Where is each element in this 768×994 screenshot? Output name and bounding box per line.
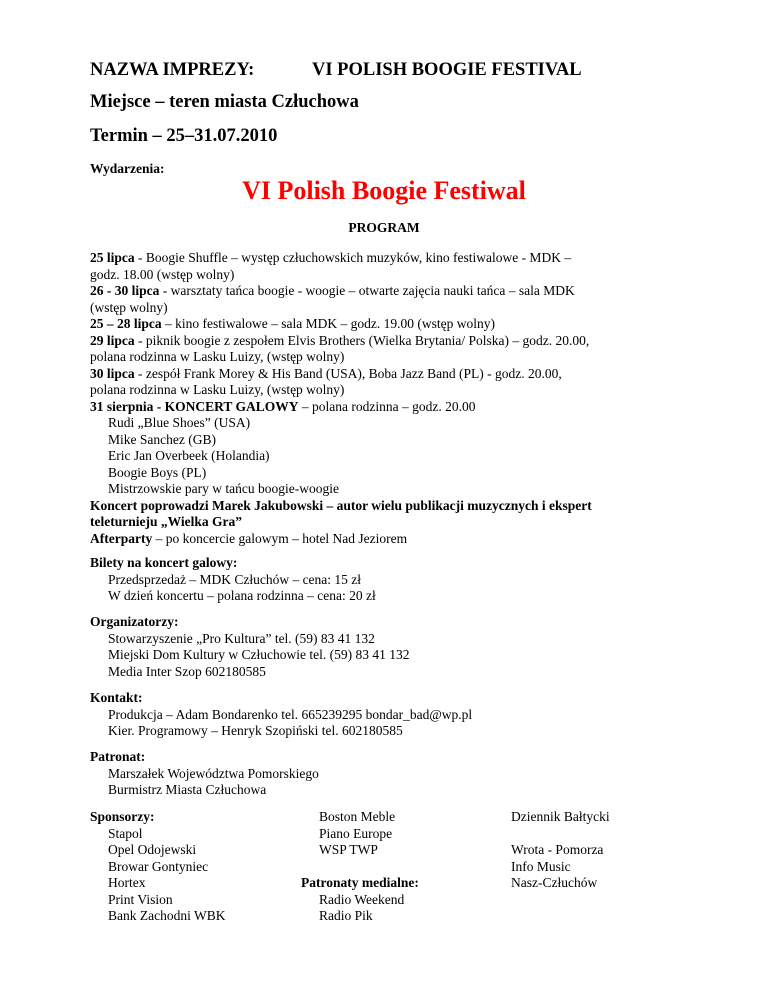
ticket-item: W dzień koncertu – polana rodzinna – cena: 20 zł — [108, 588, 376, 603]
event-date: Termin – 25–31.07.2010 — [90, 126, 278, 146]
artist-item: Rudi „Blue Shoes” (USA) — [108, 415, 251, 430]
organizers-title: Organizatorzy: — [90, 614, 179, 629]
program-block — [90, 250, 592, 547]
artist-item: Mike Sanchez (GB) — [108, 431, 216, 447]
tickets-section — [90, 555, 376, 605]
program-line: 31 sierpnia - KONCERT GALOWY – polana rodzinna – godz. 20.00 — [90, 398, 476, 414]
contact-item: Kier. Programowy – Henryk Szopiński tel. 602180585 — [108, 723, 403, 738]
patronage-title: Patronat: — [90, 749, 146, 764]
sponsor-item: Opel Odojewski — [108, 842, 197, 857]
organizer-item: Miejski Dom Kultury w Człuchowie tel. (59) 83 41 132 — [108, 647, 410, 662]
host-note-line1: Koncert poprowadzi Marek Jakubowski – autor wielu publikacji muzycznych i ekspert — [90, 497, 592, 513]
patronage-section — [90, 749, 319, 799]
program-line: (wstęp wolny) — [90, 299, 168, 315]
organizers-section — [90, 614, 409, 680]
event-name-label: NAZWA IMPREZY: — [90, 60, 255, 80]
program-line: polana rodzinna w Lasku Luizy, (wstęp wolny) — [90, 382, 345, 397]
media-patronage-title: Patronaty medialne: — [301, 875, 419, 890]
sponsors-column-2 — [301, 809, 419, 925]
media-item: Nasz-Człuchów — [511, 875, 598, 890]
organizer-item: Stowarzyszenie „Pro Kultura” tel. (59) 83 41 132 — [108, 630, 375, 646]
sponsor-item: Bank Zachodni WBK — [108, 908, 226, 923]
media-item: Dziennik Bałtycki — [511, 809, 610, 824]
organizer-item: Media Inter Szop 602180585 — [108, 663, 266, 679]
program-heading: PROGRAM — [348, 220, 420, 235]
contact-section — [90, 690, 472, 740]
program-line: godz. 18.00 (wstęp wolny) — [90, 266, 235, 282]
sponsors-column-1 — [90, 809, 225, 925]
program-line: 26 - 30 lipca - warsztaty tańca boogie - woogie – otwarte zajęcia nauki tańca – sala MDK — [90, 283, 575, 298]
artist-item: Eric Jan Overbeek (Holandia) — [108, 448, 270, 463]
sponsor-item: Stapol — [108, 825, 143, 841]
patronage-item: Burmistrz Miasta Człuchowa — [108, 782, 267, 797]
media-item: Wrota - Pomorza — [511, 842, 604, 857]
artist-item: Boogie Boys (PL) — [108, 464, 207, 480]
events-label: Wydarzenia: — [90, 161, 165, 176]
media-item: Info Music — [511, 858, 571, 874]
program-line: polana rodzinna w Lasku Luizy, (wstęp wolny) — [90, 349, 345, 364]
artist-item: Mistrzowskie pary w tańcu boogie-woogie — [108, 481, 339, 496]
sponsors-title: Sponsorzy: — [90, 809, 155, 824]
sponsor-item: Hortex — [108, 875, 146, 890]
festival-title: VI Polish Boogie Festiwal — [242, 176, 526, 205]
sponsor-item: Browar Gontyniec — [108, 858, 209, 874]
media-patron-item: Radio Pik — [319, 908, 373, 923]
program-line: 30 lipca - zespół Frank Morey & His Band (USA), Boba Jazz Band (PL) - godz. 20.00, — [90, 365, 562, 381]
ticket-item: Przedsprzedaż – MDK Człuchów – cena: 15 zł — [108, 571, 362, 587]
host-note-line2: teleturnieju „Wielka Gra” — [90, 514, 242, 529]
program-line: 29 lipca - piknik boogie z zespołem Elvis Brothers (Wielka Brytania/ Polska) – godz. 20.00, — [90, 332, 590, 348]
program-line: 25 – 28 lipca – kino festiwalowe – sala MDK – godz. 19.00 (wstęp wolny) — [90, 316, 495, 331]
contact-item: Produkcja – Adam Bondarenko tel. 665239295 bondar_bad@wp.pl — [108, 706, 473, 722]
event-location: Miejsce – teren miasta Człuchowa — [90, 92, 359, 112]
sponsor-item: Piano Europe — [319, 825, 393, 841]
media-patron-item: Radio Weekend — [319, 891, 405, 907]
patronage-item: Marszałek Województwa Pomorskiego — [108, 765, 319, 781]
event-name-value: VI POLISH BOOGIE FESTIVAL — [312, 60, 582, 80]
sponsor-item: Print Vision — [108, 891, 173, 907]
program-line: 25 lipca - Boogie Shuffle – występ człuchowskich muzyków, kino festiwalowe - MDK – — [90, 250, 572, 265]
tickets-title: Bilety na koncert galowy: — [90, 555, 238, 570]
afterparty-line: Afterparty – po koncercie galowym – hotel Nad Jeziorem — [90, 530, 408, 546]
sponsors-column-3 — [511, 809, 610, 892]
sponsor-item: Boston Meble — [319, 809, 396, 824]
contact-title: Kontakt: — [90, 690, 143, 705]
sponsor-item: WSP TWP — [319, 842, 378, 857]
